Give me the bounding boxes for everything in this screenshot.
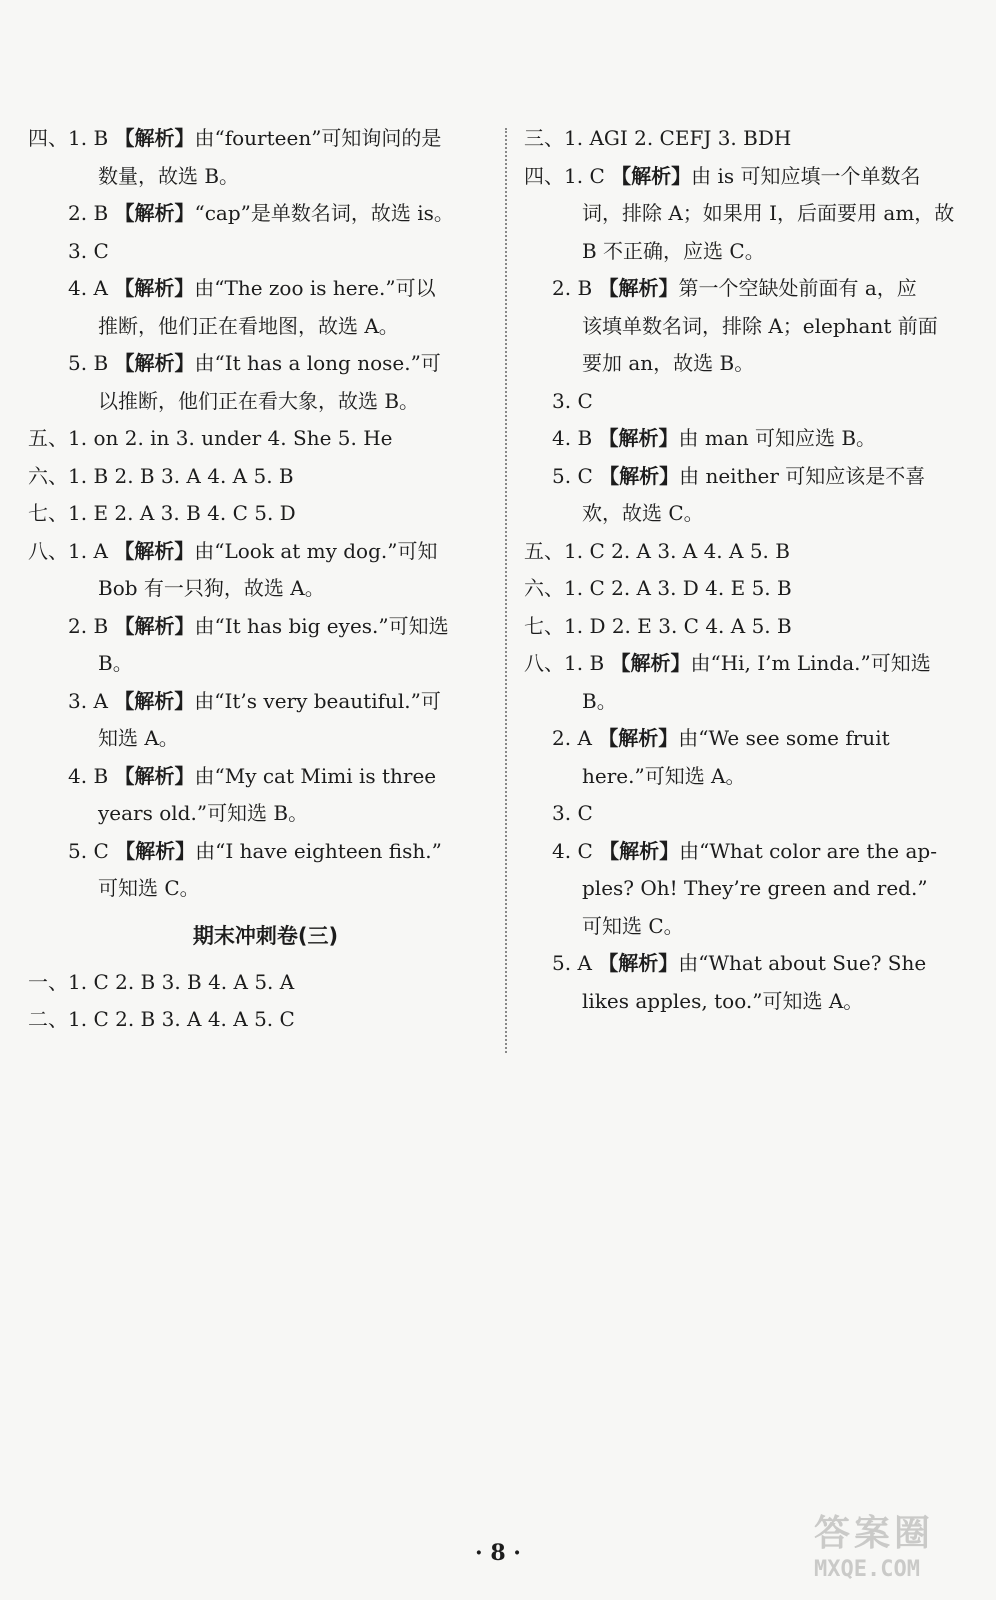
answer-line xyxy=(524,983,974,1021)
answer-line xyxy=(524,158,974,196)
analysis-text: 由“Hi, I’m Linda.”可知选 xyxy=(690,651,931,675)
answer-text: here.”可知选 A。 xyxy=(582,763,746,788)
analysis-label: 【解析】 xyxy=(114,126,195,150)
answer-text: 五、1. on 2. in 3. under 4. She 5. He xyxy=(28,426,393,450)
answer-line xyxy=(524,908,974,946)
answer-line xyxy=(28,608,483,646)
answer-text: 4. B xyxy=(552,426,599,450)
analysis-text: 由“We see some fruit xyxy=(678,726,890,750)
answer-line xyxy=(524,458,974,496)
answer-line xyxy=(524,345,974,383)
answer-line xyxy=(28,645,483,683)
answer-line xyxy=(524,833,974,871)
analysis-text: 由“I have eighteen fish.” xyxy=(195,838,442,863)
analysis-label: 【解析】 xyxy=(598,951,679,975)
answer-line xyxy=(524,945,974,983)
answer-line xyxy=(28,533,483,571)
analysis-label: 【解析】 xyxy=(114,688,195,713)
answer-text: 欢，故选 C。 xyxy=(582,501,704,525)
watermark-text-top: 答案圈 xyxy=(814,1513,935,1554)
analysis-text: 由 is 可知应填一个单数名 xyxy=(691,163,921,188)
answer-text: 3. C xyxy=(68,238,109,263)
analysis-text: 由 man 可知应选 B。 xyxy=(678,426,877,450)
answer-line xyxy=(28,964,483,1002)
answer-text: 4. B xyxy=(68,763,115,788)
answer-text: 4. A xyxy=(68,276,115,300)
analysis-text: 由“What about Sue? She xyxy=(678,951,927,975)
analysis-label: 【解析】 xyxy=(114,351,195,375)
left-answer-lines xyxy=(28,120,483,908)
answer-text: 词，排除 A；如果用 I，后面要用 am，故 xyxy=(582,201,955,225)
answer-line xyxy=(28,720,483,758)
watermark-text-bottom: MXQE.COM xyxy=(814,1557,920,1582)
answer-text: 七、1. E 2. A 3. B 4. C 5. D xyxy=(28,501,296,525)
answer-text: 七、1. D 2. E 3. C 4. A 5. B xyxy=(524,613,792,638)
answer-text: likes apples, too.”可知选 A。 xyxy=(582,988,864,1013)
answer-text: 二、1. C 2. B 3. A 4. A 5. C xyxy=(28,1007,295,1031)
answer-text: B 不正确，应选 C。 xyxy=(582,238,765,263)
answer-line xyxy=(28,458,483,496)
answer-line xyxy=(524,120,974,158)
answer-line xyxy=(28,833,483,871)
answer-text: 3. C xyxy=(552,801,593,825)
answer-text: ples? Oh! They’re green and red.” xyxy=(582,876,928,900)
answer-text: 要加 an，故选 B。 xyxy=(582,351,755,375)
analysis-text: 由“It has big eyes.”可知选 xyxy=(194,613,449,638)
analysis-text: 由“What color are the ap- xyxy=(679,838,937,863)
answer-line xyxy=(28,195,483,233)
answer-line xyxy=(524,383,974,421)
answer-line xyxy=(524,270,974,308)
analysis-text: 由“My cat Mimi is three xyxy=(194,763,437,788)
analysis-label: 【解析】 xyxy=(598,726,679,750)
analysis-label: 【解析】 xyxy=(114,613,195,638)
answer-text: 可知选 C。 xyxy=(582,913,684,938)
answer-text: 可知选 C。 xyxy=(98,876,200,900)
answer-text: 2. B xyxy=(68,613,115,638)
answer-text: 该填单数名词，排除 A；elephant 前面 xyxy=(582,313,938,338)
answer-text: 3. C xyxy=(552,388,593,413)
answer-line xyxy=(524,195,974,233)
answer-text: 以推断，他们正在看大象，故选 B。 xyxy=(98,388,420,413)
answer-line xyxy=(524,720,974,758)
answer-line xyxy=(524,420,974,458)
answer-line xyxy=(524,608,974,646)
answer-text: 2. A xyxy=(552,726,599,750)
answer-line xyxy=(28,758,483,796)
answer-line xyxy=(28,233,483,271)
answer-text: 四、1. B xyxy=(28,126,115,150)
answer-text: Bob 有一只狗，故选 A。 xyxy=(98,576,325,600)
answer-text: 六、1. B 2. B 3. A 4. A 5. B xyxy=(28,463,294,488)
answer-line xyxy=(28,270,483,308)
answer-line xyxy=(28,120,483,158)
analysis-label: 【解析】 xyxy=(599,838,680,863)
answer-text: 三、1. AGI 2. CEFJ 3. BDH xyxy=(524,126,792,150)
answer-text: 2. B xyxy=(68,201,115,225)
answer-line xyxy=(524,870,974,908)
analysis-label: 【解析】 xyxy=(114,763,195,788)
left-column xyxy=(28,120,483,1039)
answer-text: 四、1. C xyxy=(524,163,612,188)
answer-line xyxy=(28,1001,483,1039)
answer-line xyxy=(28,795,483,833)
answer-text: 五、1. C 2. A 3. A 4. A 5. B xyxy=(524,538,790,563)
answer-line xyxy=(524,233,974,271)
analysis-label: 【解析】 xyxy=(598,276,679,300)
answer-line xyxy=(524,533,974,571)
watermark-logo xyxy=(814,1512,974,1592)
analysis-text: 第一个空缺处前面有 a，应 xyxy=(678,276,917,300)
left-after-lines xyxy=(28,964,483,1039)
answer-text: 5. C xyxy=(552,463,600,488)
answer-text: 5. C xyxy=(68,838,116,863)
analysis-text: 由“The zoo is here.”可以 xyxy=(194,276,436,300)
section-heading: 期末冲刺卷(三) xyxy=(192,923,339,948)
answer-line xyxy=(28,158,483,196)
answer-text: 2. B xyxy=(552,276,599,300)
analysis-label: 【解析】 xyxy=(114,276,195,300)
answer-line xyxy=(524,758,974,796)
analysis-label: 【解析】 xyxy=(599,463,680,488)
analysis-text: 由 neither 可知应该是不喜 xyxy=(679,463,926,488)
answer-text: 推断，他们正在看地图，故选 A。 xyxy=(98,313,399,338)
answer-text: 5. B xyxy=(68,351,115,375)
answer-text: 4. C xyxy=(552,838,600,863)
analysis-label: 【解析】 xyxy=(114,538,195,563)
analysis-label: 【解析】 xyxy=(611,163,692,188)
answer-text: 知选 A。 xyxy=(98,726,179,750)
answer-line xyxy=(524,683,974,721)
answer-text: B。 xyxy=(98,651,133,675)
right-column xyxy=(524,120,974,1020)
analysis-text: “cap”是单数名词，故选 is。 xyxy=(194,201,454,225)
analysis-text: 由“It’s very beautiful.”可 xyxy=(194,688,441,713)
answer-text: 3. A xyxy=(68,688,115,713)
analysis-label: 【解析】 xyxy=(598,426,679,450)
answer-line xyxy=(524,495,974,533)
answer-text: 八、1. B xyxy=(524,651,611,675)
answer-line xyxy=(524,645,974,683)
answer-text: 六、1. C 2. A 3. D 4. E 5. B xyxy=(524,576,792,600)
answer-line xyxy=(524,570,974,608)
page-number: · 8 · xyxy=(475,1540,521,1566)
analysis-label: 【解析】 xyxy=(115,838,196,863)
answer-text: 5. A xyxy=(552,951,599,975)
analysis-text: 由“fourteen”可知询问的是 xyxy=(194,126,442,150)
answer-line xyxy=(28,420,483,458)
answer-text: B。 xyxy=(582,688,617,713)
answer-line xyxy=(28,870,483,908)
answer-line xyxy=(28,683,483,721)
answer-line xyxy=(524,795,974,833)
answer-line xyxy=(28,570,483,608)
answer-text: 一、1. C 2. B 3. B 4. A 5. A xyxy=(28,969,295,994)
answer-text: 八、1. A xyxy=(28,538,115,563)
answer-line xyxy=(28,345,483,383)
answer-text: 数量，故选 B。 xyxy=(98,163,240,188)
answer-line xyxy=(28,383,483,421)
analysis-text: 由“It has a long nose.”可 xyxy=(194,351,441,375)
answer-line xyxy=(524,308,974,346)
answer-text: years old.”可知选 B。 xyxy=(98,801,309,825)
answer-line xyxy=(28,495,483,533)
analysis-label: 【解析】 xyxy=(610,651,691,675)
analysis-text: 由“Look at my dog.”可知 xyxy=(194,538,438,563)
column-divider xyxy=(505,128,507,1053)
right-answer-lines xyxy=(524,120,974,1020)
answer-line xyxy=(28,308,483,346)
analysis-label: 【解析】 xyxy=(114,201,195,225)
